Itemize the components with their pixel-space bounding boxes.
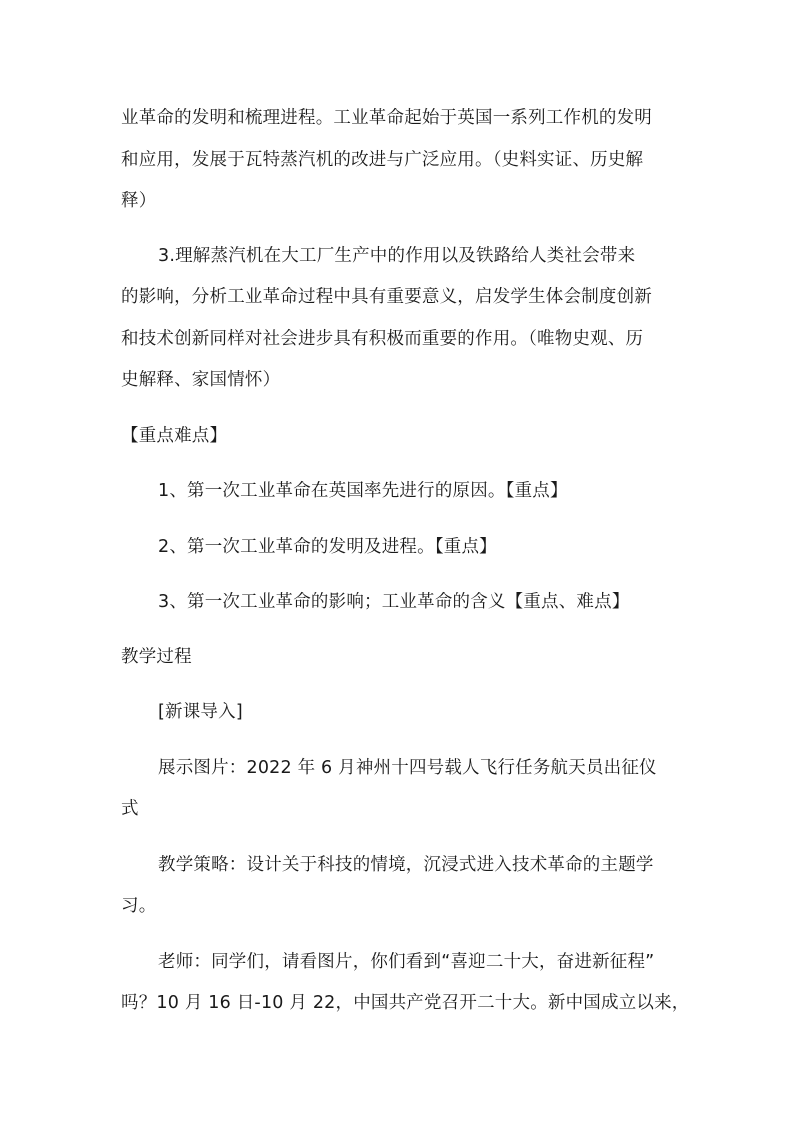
section-heading: 【重点难点】 [121, 426, 228, 446]
text-line: 老师：同学们，请看图片，你们看到“喜迎二十大，奋进新征程” [158, 952, 655, 972]
list-item: 3、第一次工业革命的影响；工业革命的含义【重点、难点】 [158, 592, 630, 612]
text-line: 和应用，发展于瓦特蒸汽机的改进与广泛应用。（史料实证、历史解 [121, 150, 644, 170]
section-heading: 教学过程 [121, 647, 192, 667]
text-line: 史解释、家国情怀） [121, 370, 281, 390]
subsection-heading: [新课导入] [158, 702, 243, 722]
text-line: 展示图片：2022 年 6 月神州十四号载人飞行任务航天员出征仪 [158, 758, 657, 778]
text-line: 释） [121, 191, 157, 211]
text-line: 教学策略：设计关于科技的情境，沉浸式进入技术革命的主题学 [158, 855, 654, 875]
text-line: 式 [121, 799, 139, 819]
text-line: 吗？10 月 16 日-10 月 22，中国共产党召开二十大。新中国成立以来， [121, 993, 690, 1013]
text-line: 习。 [121, 896, 157, 916]
text-line: 和技术创新同样对社会进步具有积极而重要的作用。（唯物史观、历 [121, 329, 644, 349]
text-line: 业革命的发明和梳理进程。工业革命起始于英国一系列工作机的发明 [121, 108, 652, 128]
text-line: 3.理解蒸汽机在大工厂生产中的作用以及铁路给人类社会带来 [158, 246, 636, 266]
text-line: 的影响，分析工业革命过程中具有重要意义，启发学生体会制度创新 [121, 287, 652, 307]
list-item: 2、第一次工业革命的发明及进程。【重点】 [158, 537, 497, 557]
list-item: 1、第一次工业革命在英国率先进行的原因。【重点】 [158, 481, 568, 501]
